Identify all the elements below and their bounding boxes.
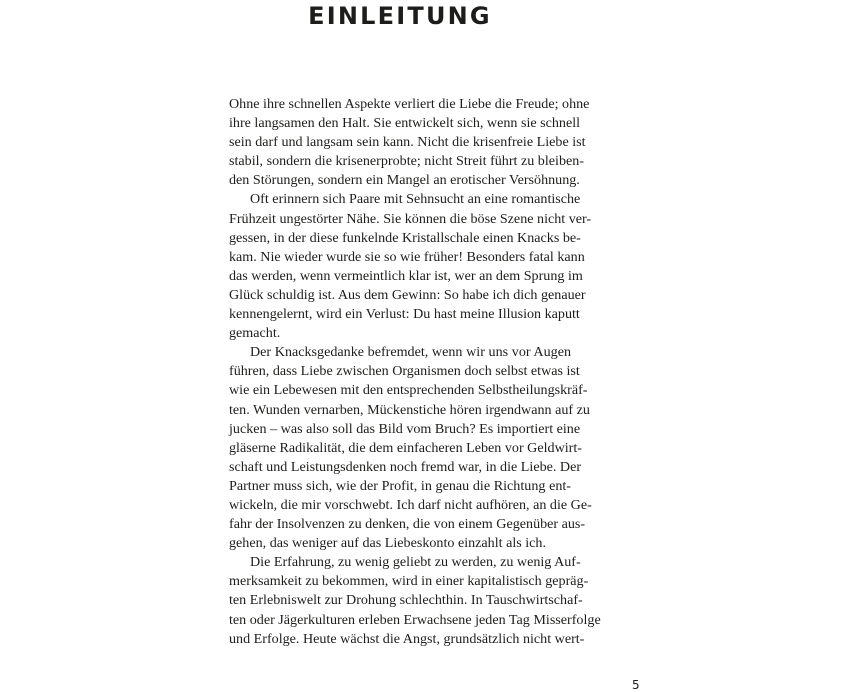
- text-line: Der Knacksgedanke befremdet, wenn wir uns vor Augen: [250, 344, 571, 361]
- paragraph: [229, 95, 590, 190]
- page-number: 5: [632, 678, 640, 692]
- text-line: den Störungen, sondern ein Mangel an erotischer Versöhnung.: [229, 172, 580, 189]
- text-line: Die Erfahrung, zu wenig geliebt zu werden, zu wenig Auf-: [250, 554, 581, 571]
- text-line: ihre langsamen den Halt. Sie entwickelt sich, wenn sie schnell: [229, 115, 581, 132]
- text-line: kam. Nie wieder wurde sie so wie früher! Besonders fatal kann: [229, 248, 585, 265]
- text-line: gessen, in der diese funkelnde Kristallschale einen Knacks be-: [229, 229, 581, 246]
- text-line: kennengelernt, wird ein Verlust: Du hast meine Illusion kaputt: [229, 306, 580, 323]
- text-line: ten Erlebniswelt zur Drohung schlechthin. In Tauschwirtschaf-: [229, 592, 583, 609]
- text-line: jucken – was also soll das Bild vom Bruch? Es importiert eine: [229, 420, 581, 437]
- text-line: schaft und Leistungsdenken noch fremd war, in die Liebe. Der: [229, 458, 582, 475]
- text-line: Frühzeit ungestörter Nähe. Sie können die böse Szene nicht ver-: [229, 210, 592, 227]
- text-line: und Erfolge. Heute wächst die Angst, grundsätzlich nicht wert-: [229, 630, 585, 647]
- text-line: sein darf und langsam sein kann. Nicht die krisenfreie Liebe ist: [229, 134, 586, 151]
- text-line: Ohne ihre schnellen Aspekte verliert die Liebe die Freude; ohne: [229, 96, 590, 112]
- paragraph: [229, 190, 592, 343]
- chapter-title: EINLEITUNG: [308, 2, 492, 30]
- text-line: gehen, das weniger auf das Liebeskonto einzahlt als ich.: [229, 535, 546, 552]
- paragraph: [229, 553, 601, 648]
- body-text: [229, 95, 601, 649]
- text-line: wickeln, die mir vorschwebt. Ich darf nicht aufhören, an die Ge-: [229, 496, 592, 513]
- text-line: merksamkeit zu bekommen, wird in einer kapitalistisch gepräg-: [229, 573, 589, 590]
- text-line: wie ein Lebewesen mit den entsprechenden Selbstheilungskräf-: [229, 382, 588, 399]
- text-line: führen, dass Liebe zwischen Organismen doch selbst etwas ist: [229, 363, 580, 380]
- text-line: Partner muss sich, wie der Profit, in genau die Richtung ent-: [229, 477, 571, 494]
- text-line: ten oder Jägerkulturen erleben Erwachsene jeden Tag Misserfolge: [229, 611, 601, 628]
- text-line: Oft erinnern sich Paare mit Sehnsucht an eine romantische: [250, 191, 581, 208]
- text-line: fahr der Insolvenzen zu denken, die von einem Gegenüber aus-: [229, 516, 586, 533]
- text-line: gläserne Radikalität, die dem einfacheren Leben vor Geldwirt-: [229, 439, 582, 456]
- text-line: das werden, wenn vermeintlich klar ist, wer an dem Sprung im: [229, 267, 583, 284]
- paragraph: [229, 343, 592, 553]
- text-line: Glück schuldig ist. Aus dem Gewinn: So habe ich dich genauer: [229, 286, 586, 303]
- text-line: ten. Wunden vernarben, Mückenstiche hören irgendwann auf zu: [229, 401, 590, 418]
- text-line: gemacht.: [229, 325, 281, 342]
- text-line: stabil, sondern die krisenerprobte; nicht Streit führt zu bleiben-: [229, 153, 584, 170]
